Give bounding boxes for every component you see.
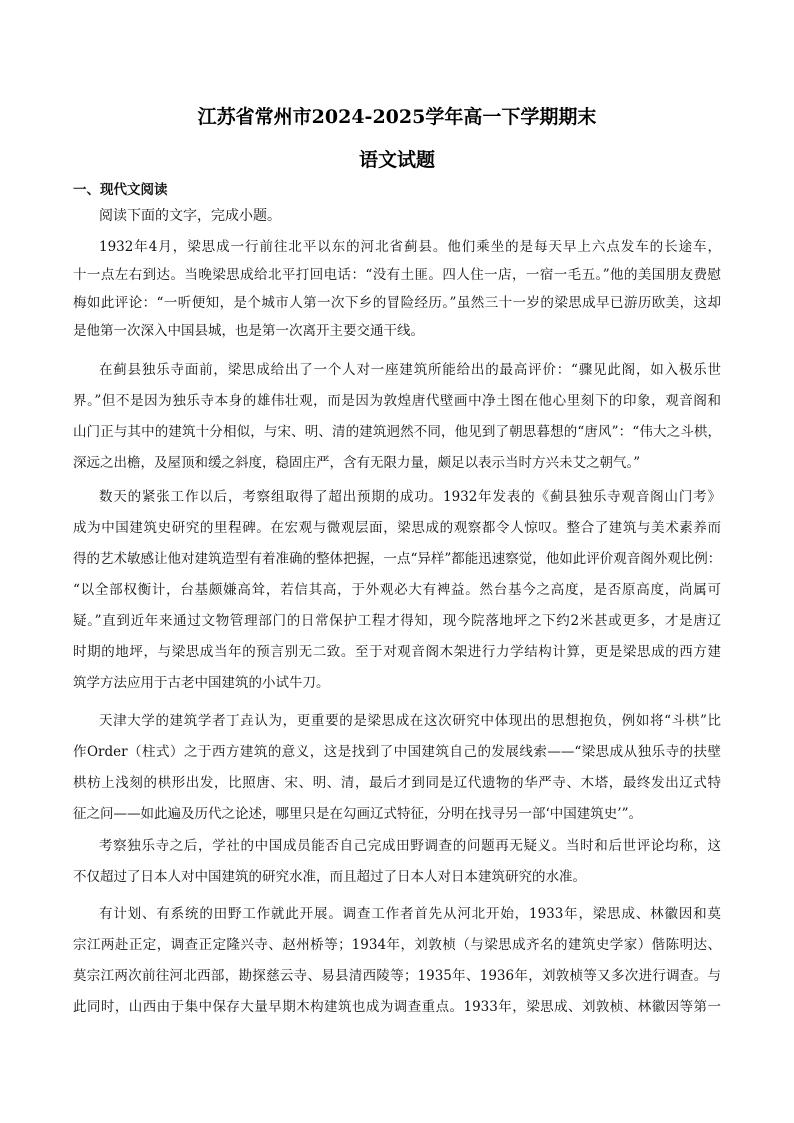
text-line: “以全部权衡计，台基颇嫌高耸，若信其高，于外观必大有裨益。然台基今之高度，是否原高度，尚属可: [73, 582, 721, 598]
text-line: 征之问——如此遍及历代之论述，哪里只是在勾画辽式特征，分明在找寻另一部‘中国建筑史’”。: [73, 806, 642, 822]
document-subtitle: 语文试题: [358, 149, 435, 171]
text-line: 在蓟县独乐寺面前，梁思成给出了一个人对一座建筑所能给出的最高评价：“骤见此阁，如入极乐世: [99, 362, 721, 378]
text-line: 莫宗江两次前往河北西部，勘探慈云寺、易县清西陵等；1935年、1936年，刘敦桢等又多次进行调查。与: [73, 968, 721, 984]
text-line: 1932年4月，梁思成一行前往北平以东的河北省蓟县。他们乘坐的是每天早上六点发车的长途车，: [99, 239, 721, 255]
reading-instruction: 阅读下面的文字，完成小题。: [99, 208, 281, 224]
text-line: 宗江两赴正定，调查正定隆兴寺、赵州桥等；1934年，刘敦桢（与梁思成齐名的建筑史学家）偕陈明达、: [73, 937, 721, 953]
text-line: 天津大学的建筑学者丁垚认为，更重要的是梁思成在这次研究中体现出的思想抱负，例如将“斗栱”比: [99, 713, 721, 729]
text-line: 考察独乐寺之后，学社的中国成员能否自己完成田野调查的问题再无疑义。当时和后世评论均称，这: [99, 838, 721, 854]
section-heading: 一、现代文阅读: [73, 182, 168, 198]
text-line: 时期的地坪，与梁思成当年的预言别无二致。至于对观音阁木架进行力学结构计算，更是梁思成的西方建: [73, 644, 721, 660]
text-line: 成为中国建筑史研究的里程碑。在宏观与微观层面，梁思成的观察都令人惊叹。整合了建筑与美术素养而: [73, 520, 721, 536]
text-line: 筑学方法应用于古老中国建筑的小试牛刀。: [73, 675, 330, 691]
text-line: 梅如此评论：“一听便知，是个城市人第一次下乡的冒险经历。”虽然三十一岁的梁思成早已游历欧美，这却: [73, 295, 721, 311]
text-line: 此同时，山西由于集中保存大量早期木构建筑也成为调查重点。1933年，梁思成、刘敦桢、林徽因等第一: [73, 999, 721, 1015]
text-line: 数天的紧张工作以后，考察组取得了超出预期的成功。1932年发表的《蓟县独乐寺观音阁山门考》: [99, 489, 721, 505]
text-line: 有计划、有系统的田野工作就此开展。调查工作者首先从河北开始，1933年，梁思成、林徽因和莫: [99, 906, 721, 922]
text-line: 不仅超过了日本人对中国建筑的研究水准，而且超过了日本人对日本建筑研究的水准。: [73, 869, 586, 885]
text-line: 作Order（柱式）之于西方建筑的意义，这是找到了中国建筑自己的发展线索——“梁思成从独乐寺的扶壁: [73, 744, 721, 760]
text-line: 界。”但不是因为独乐寺本身的雄伟壮观，而是因为敦煌唐代壁画中净土图在他心里刻下的印象，观音阁和: [73, 393, 721, 409]
text-line: 疑。”直到近年来通过文物管理部门的日常保护工程才得知，现今院落地坪之下约2米甚或更多，才是唐辽: [73, 613, 721, 629]
text-line: 山门正与其中的建筑十分相似，与宋、明、清的建筑迥然不同，他见到了朝思暮想的“唐风”：“伟大之斗栱，: [73, 424, 721, 440]
text-line: 得的艺术敏感让他对建筑造型有着准确的整体把握，一点“异样”都能迅速察觉，他如此评价观音阁外观比例：: [73, 551, 721, 567]
document-title: 江苏省常州市2024-2025学年高一下学期期末: [197, 106, 597, 128]
text-line: 是他第一次深入中国县城，也是第一次离开主要交通干线。: [73, 323, 424, 339]
text-line: 栱枋上浅刻的栱形出发，比照唐、宋、明、清，最后才到同是辽代遗物的华严寺、木塔，最终发出辽式特: [73, 775, 721, 791]
text-line: 十一点左右到达。当晚梁思成给北平打回电话：“没有土匪。四人住一店，一宿一毛五。”他的美国朋友费慰: [73, 267, 721, 283]
text-line: 深远之出檐，及屋顶和缓之斜度，稳固庄严，含有无限力量，颇足以表示当时方兴未艾之朝气。”: [73, 455, 641, 471]
